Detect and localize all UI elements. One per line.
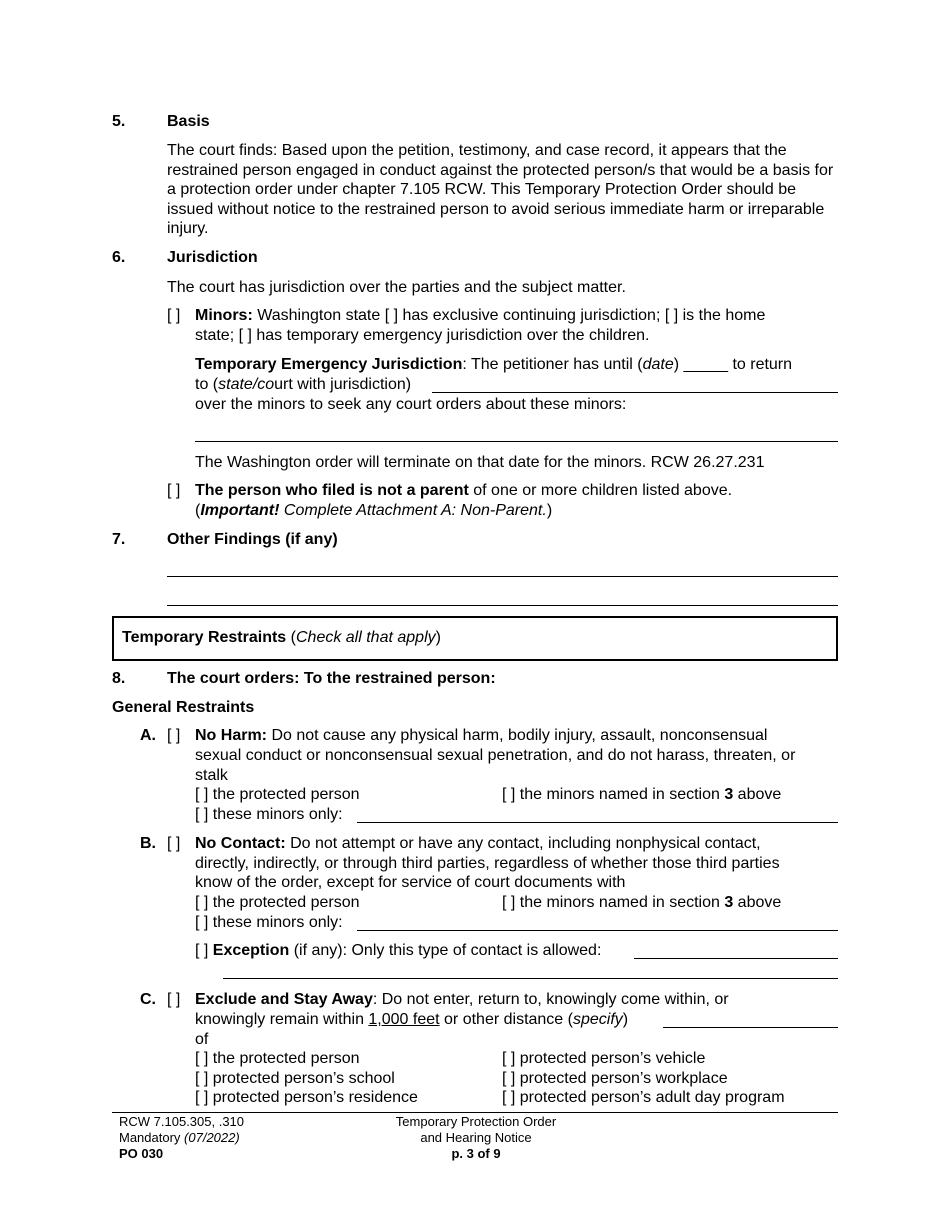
item-b-letter: B.: [140, 835, 156, 852]
footer-page: p. 3 of 9: [451, 1146, 501, 1161]
footer-left: [119, 1114, 244, 1162]
footer-form-number: PO 030: [119, 1146, 164, 1161]
section-6-title: Jurisdiction: [167, 249, 258, 266]
minors-line-1: Minors: Washington state [ ] has exclusive continuing jurisdiction; [ ] is the home: [195, 307, 766, 324]
item-c-distance-fill-line[interactable]: [663, 1027, 838, 1028]
footer-title-2: and Hearing Notice: [420, 1130, 532, 1145]
nonparent-line-2: (Important! Complete Attachment A: Non-Parent.): [195, 502, 553, 519]
item-b-protected-person-option[interactable]: [ ] the protected person: [195, 894, 360, 911]
item-b-minors-fill-line[interactable]: [357, 930, 838, 931]
section-7-title: Other Findings (if any): [167, 531, 338, 548]
court-orders-fill-line[interactable]: [195, 441, 838, 442]
nonparent-line-1: The person who filed is not a parent of one or more children listed above.: [195, 482, 733, 499]
item-a-line-1: No Harm: Do not cause any physical harm, bodily injury, assault, nonconsensual: [195, 727, 768, 744]
temporary-restraints-heading: Temporary Restraints (Check all that apply): [122, 629, 441, 646]
item-c-of: of: [195, 1031, 209, 1048]
section-6-intro: The court has jurisdiction over the parties and the subject matter.: [167, 279, 626, 296]
tej-line-2: to (state/court with jurisdiction): [195, 376, 412, 393]
temporary-restraints-box: [112, 616, 838, 661]
item-b-minors-option[interactable]: [ ] the minors named in section 3 above: [502, 894, 782, 911]
item-b-checkbox[interactable]: [ ]: [167, 835, 181, 852]
item-b-line-1: No Contact: Do not attempt or have any contact, including nonphysical contact,: [195, 835, 761, 852]
item-b-exception-option[interactable]: [ ] Exception (if any): Only this type of contact is allowed:: [195, 942, 602, 959]
item-c-letter: C.: [140, 991, 156, 1008]
item-c-option-workplace[interactable]: [ ] protected person’s workplace: [502, 1070, 728, 1087]
minors-line-2: state; [ ] has temporary emergency jurisdiction over the children.: [195, 327, 650, 344]
tej-line-3: over the minors to seek any court orders about these minors:: [195, 396, 627, 413]
item-c-line-1: Exclude and Stay Away: Do not enter, return to, knowingly come within, or: [195, 991, 729, 1008]
item-c-option-protected-person[interactable]: [ ] the protected person: [195, 1050, 360, 1067]
footer-center: [376, 1114, 576, 1162]
terminate-note: The Washington order will terminate on that date for the minors. RCW 26.27.231: [195, 454, 765, 471]
item-a-line-2: sexual conduct or nonconsensual sexual penetration, and do not harass, threaten, or: [195, 747, 796, 764]
item-c-line-2: knowingly remain within 1,000 feet or other distance (specify): [195, 1011, 629, 1028]
item-b-exception-fill-line-1[interactable]: [634, 958, 838, 959]
item-b-line-2: directly, indirectly, or through third parties, regardless of whether those third parties: [195, 855, 780, 872]
item-b-line-3: know of the order, except for service of court documents with: [195, 874, 626, 891]
item-a-protected-person-option[interactable]: [ ] the protected person: [195, 786, 360, 803]
section-5-body: The court finds: Based upon the petition, testimony, and case record, it appears that the restrained person engaged in conduct against the protected person/s that would be a basis for a protection order under chapter 7.105 RCW. This Temporary Protection Order should be issued without notice to the restrained person to avoid serious immediate harm or irreparable injury.: [167, 142, 834, 238]
footer-rcw: RCW 7.105.305, .310: [119, 1114, 245, 1129]
item-c-option-vehicle[interactable]: [ ] protected person’s vehicle: [502, 1050, 706, 1067]
item-a-minors-option[interactable]: [ ] the minors named in section 3 above: [502, 786, 782, 803]
section-8-title: The court orders: To the restrained person:: [167, 670, 496, 687]
nonparent-checkbox[interactable]: [ ]: [167, 482, 181, 499]
item-c-option-school[interactable]: [ ] protected person’s school: [195, 1070, 395, 1087]
general-restraints-heading: General Restraints: [112, 699, 255, 716]
item-c-option-residence[interactable]: [ ] protected person’s residence: [195, 1089, 418, 1106]
item-c-checkbox[interactable]: [ ]: [167, 991, 181, 1008]
section-7-number: 7.: [112, 531, 126, 548]
footer-mandatory: Mandatory (07/2022): [119, 1130, 240, 1145]
item-b-these-minors-option[interactable]: [ ] these minors only:: [195, 914, 343, 931]
other-findings-line-2[interactable]: [167, 605, 838, 606]
section-5-title: Basis: [167, 113, 210, 130]
footer-rule: [112, 1112, 838, 1113]
state-court-fill-line[interactable]: [432, 392, 838, 393]
item-a-line-3: stalk: [195, 767, 228, 784]
minors-checkbox[interactable]: [ ]: [167, 307, 181, 324]
item-a-letter: A.: [140, 727, 156, 744]
item-a-checkbox[interactable]: [ ]: [167, 727, 181, 744]
item-a-these-minors-option[interactable]: [ ] these minors only:: [195, 806, 343, 823]
footer-title-1: Temporary Protection Order: [395, 1114, 557, 1129]
item-a-minors-fill-line[interactable]: [357, 822, 838, 823]
section-8-number: 8.: [112, 670, 126, 687]
item-b-exception-fill-line-2[interactable]: [223, 978, 838, 979]
other-findings-line-1[interactable]: [167, 576, 838, 577]
tej-line-1: Temporary Emergency Jurisdiction: The petitioner has until (date) _____ to return: [195, 356, 793, 373]
section-6-number: 6.: [112, 249, 126, 266]
section-5-number: 5.: [112, 113, 126, 130]
item-c-option-adult-day-program[interactable]: [ ] protected person’s adult day program: [502, 1089, 785, 1106]
